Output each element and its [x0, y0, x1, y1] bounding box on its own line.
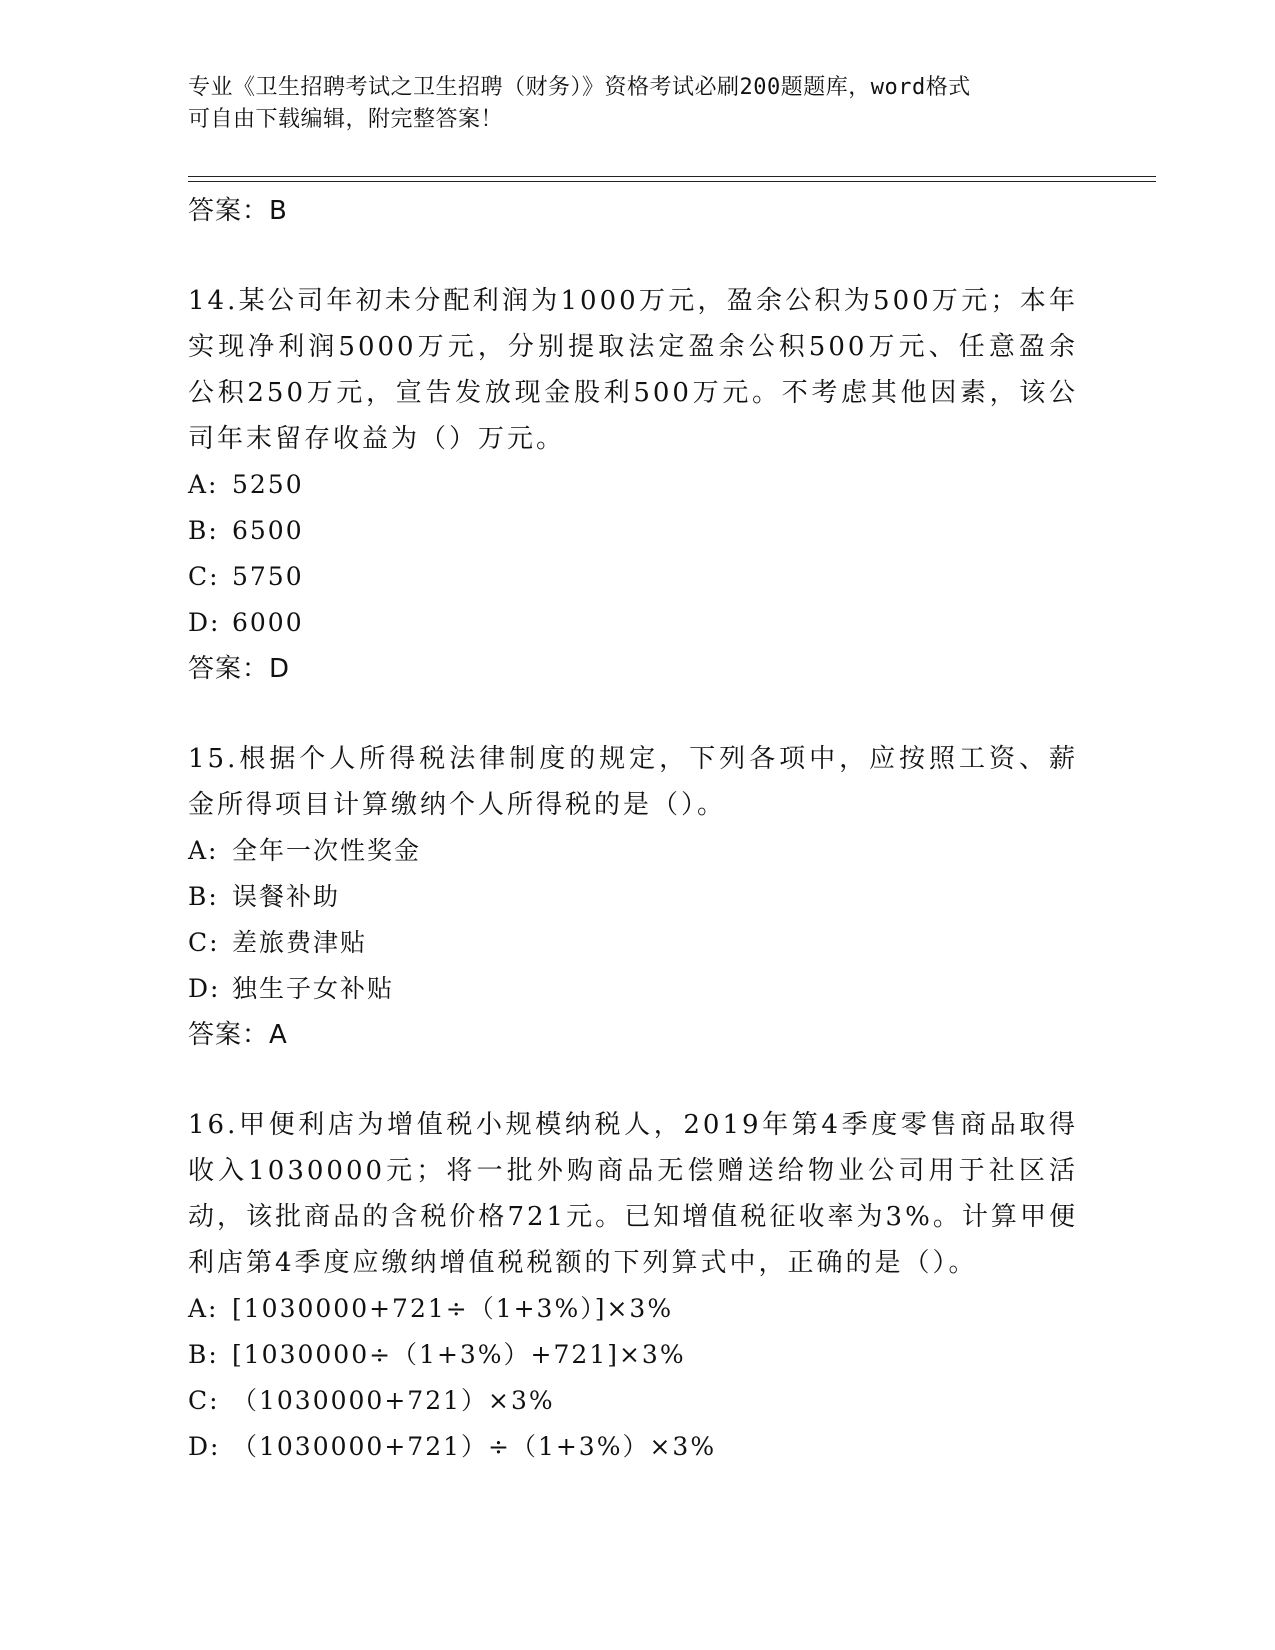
answer-line: 答案：D	[188, 654, 291, 684]
option-letter: A:	[188, 1294, 219, 1323]
header-rule-top	[188, 176, 1156, 177]
header-line-2: 可自由下载编辑，附完整答案！	[188, 107, 504, 132]
option-b	[188, 1332, 1088, 1378]
option-letter: B:	[188, 516, 219, 545]
option-d	[188, 1424, 1088, 1470]
question-stem: 14.某公司年初未分配利润为1000万元，盈余公积为500万元；本年实现净利润5000万元，分别提取法定盈余公积500万元、任意盈余公积250万元，宣告发放现金股利500万元。不考虑其他因素，该公司年末留存收益为（）万元。	[188, 286, 1078, 454]
previous-answer: 答案：B	[188, 196, 288, 226]
question-14	[188, 278, 1088, 692]
option-letter: C:	[188, 562, 220, 591]
option-text: 6000	[232, 608, 304, 637]
option-text: [1030000+721÷（1+3%）]×3%	[232, 1294, 674, 1323]
question-stem: 15.根据个人所得税法律制度的规定，下列各项中，应按照工资、薪金所得项目计算缴纳个人所得税的是（）。	[188, 744, 1078, 820]
spacer	[188, 234, 1088, 278]
option-d	[188, 966, 1088, 1012]
spacer	[188, 692, 1088, 736]
option-text: （1030000+721）÷（1+3%）×3%	[232, 1432, 717, 1461]
option-c	[188, 920, 1088, 966]
option-c	[188, 554, 1088, 600]
option-c	[188, 1378, 1088, 1424]
option-text: 误餐补助	[232, 882, 341, 911]
spacer	[188, 1058, 1088, 1102]
option-letter: D:	[188, 608, 221, 637]
option-b	[188, 874, 1088, 920]
option-a	[188, 1286, 1088, 1332]
option-a	[188, 828, 1088, 874]
option-letter: B:	[188, 1340, 219, 1369]
option-text: 全年一次性奖金	[232, 836, 422, 865]
document-header	[188, 72, 1068, 136]
option-letter: B:	[188, 882, 219, 911]
option-letter: A:	[188, 836, 219, 865]
option-b	[188, 508, 1088, 554]
option-text: 6500	[232, 516, 304, 545]
option-d	[188, 600, 1088, 646]
option-text: 独生子女补贴	[232, 974, 395, 1003]
option-text: [1030000÷（1+3%）+721]×3%	[232, 1340, 686, 1369]
option-text: 差旅费津贴	[232, 928, 368, 957]
question-16	[188, 1102, 1088, 1470]
option-text: 5750	[232, 562, 304, 591]
answer-line: 答案：A	[188, 1020, 288, 1050]
option-letter: D:	[188, 974, 221, 1003]
question-stem: 16.甲便利店为增值税小规模纳税人，2019年第4季度零售商品取得收入1030000元；将一批外购商品无偿赠送给物业公司用于社区活动，该批商品的含税价格721元。已知增值税征收率为3%。计算甲便利店第4季度应缴纳增值税税额的下列算式中，正确的是（）。	[188, 1110, 1078, 1278]
option-letter: C:	[188, 1386, 220, 1415]
option-a	[188, 462, 1088, 508]
option-text: （1030000+721）×3%	[232, 1386, 555, 1415]
option-letter: C:	[188, 928, 220, 957]
option-letter: D:	[188, 1432, 221, 1461]
option-text: 5250	[232, 470, 304, 499]
header-line-1: 专业《卫生招聘考试之卫生招聘（财务）》资格考试必刷200题题库，word格式	[188, 75, 971, 100]
option-letter: A:	[188, 470, 219, 499]
header-rule-bottom	[188, 181, 1156, 182]
question-15	[188, 736, 1088, 1058]
question-list	[188, 188, 1088, 1470]
